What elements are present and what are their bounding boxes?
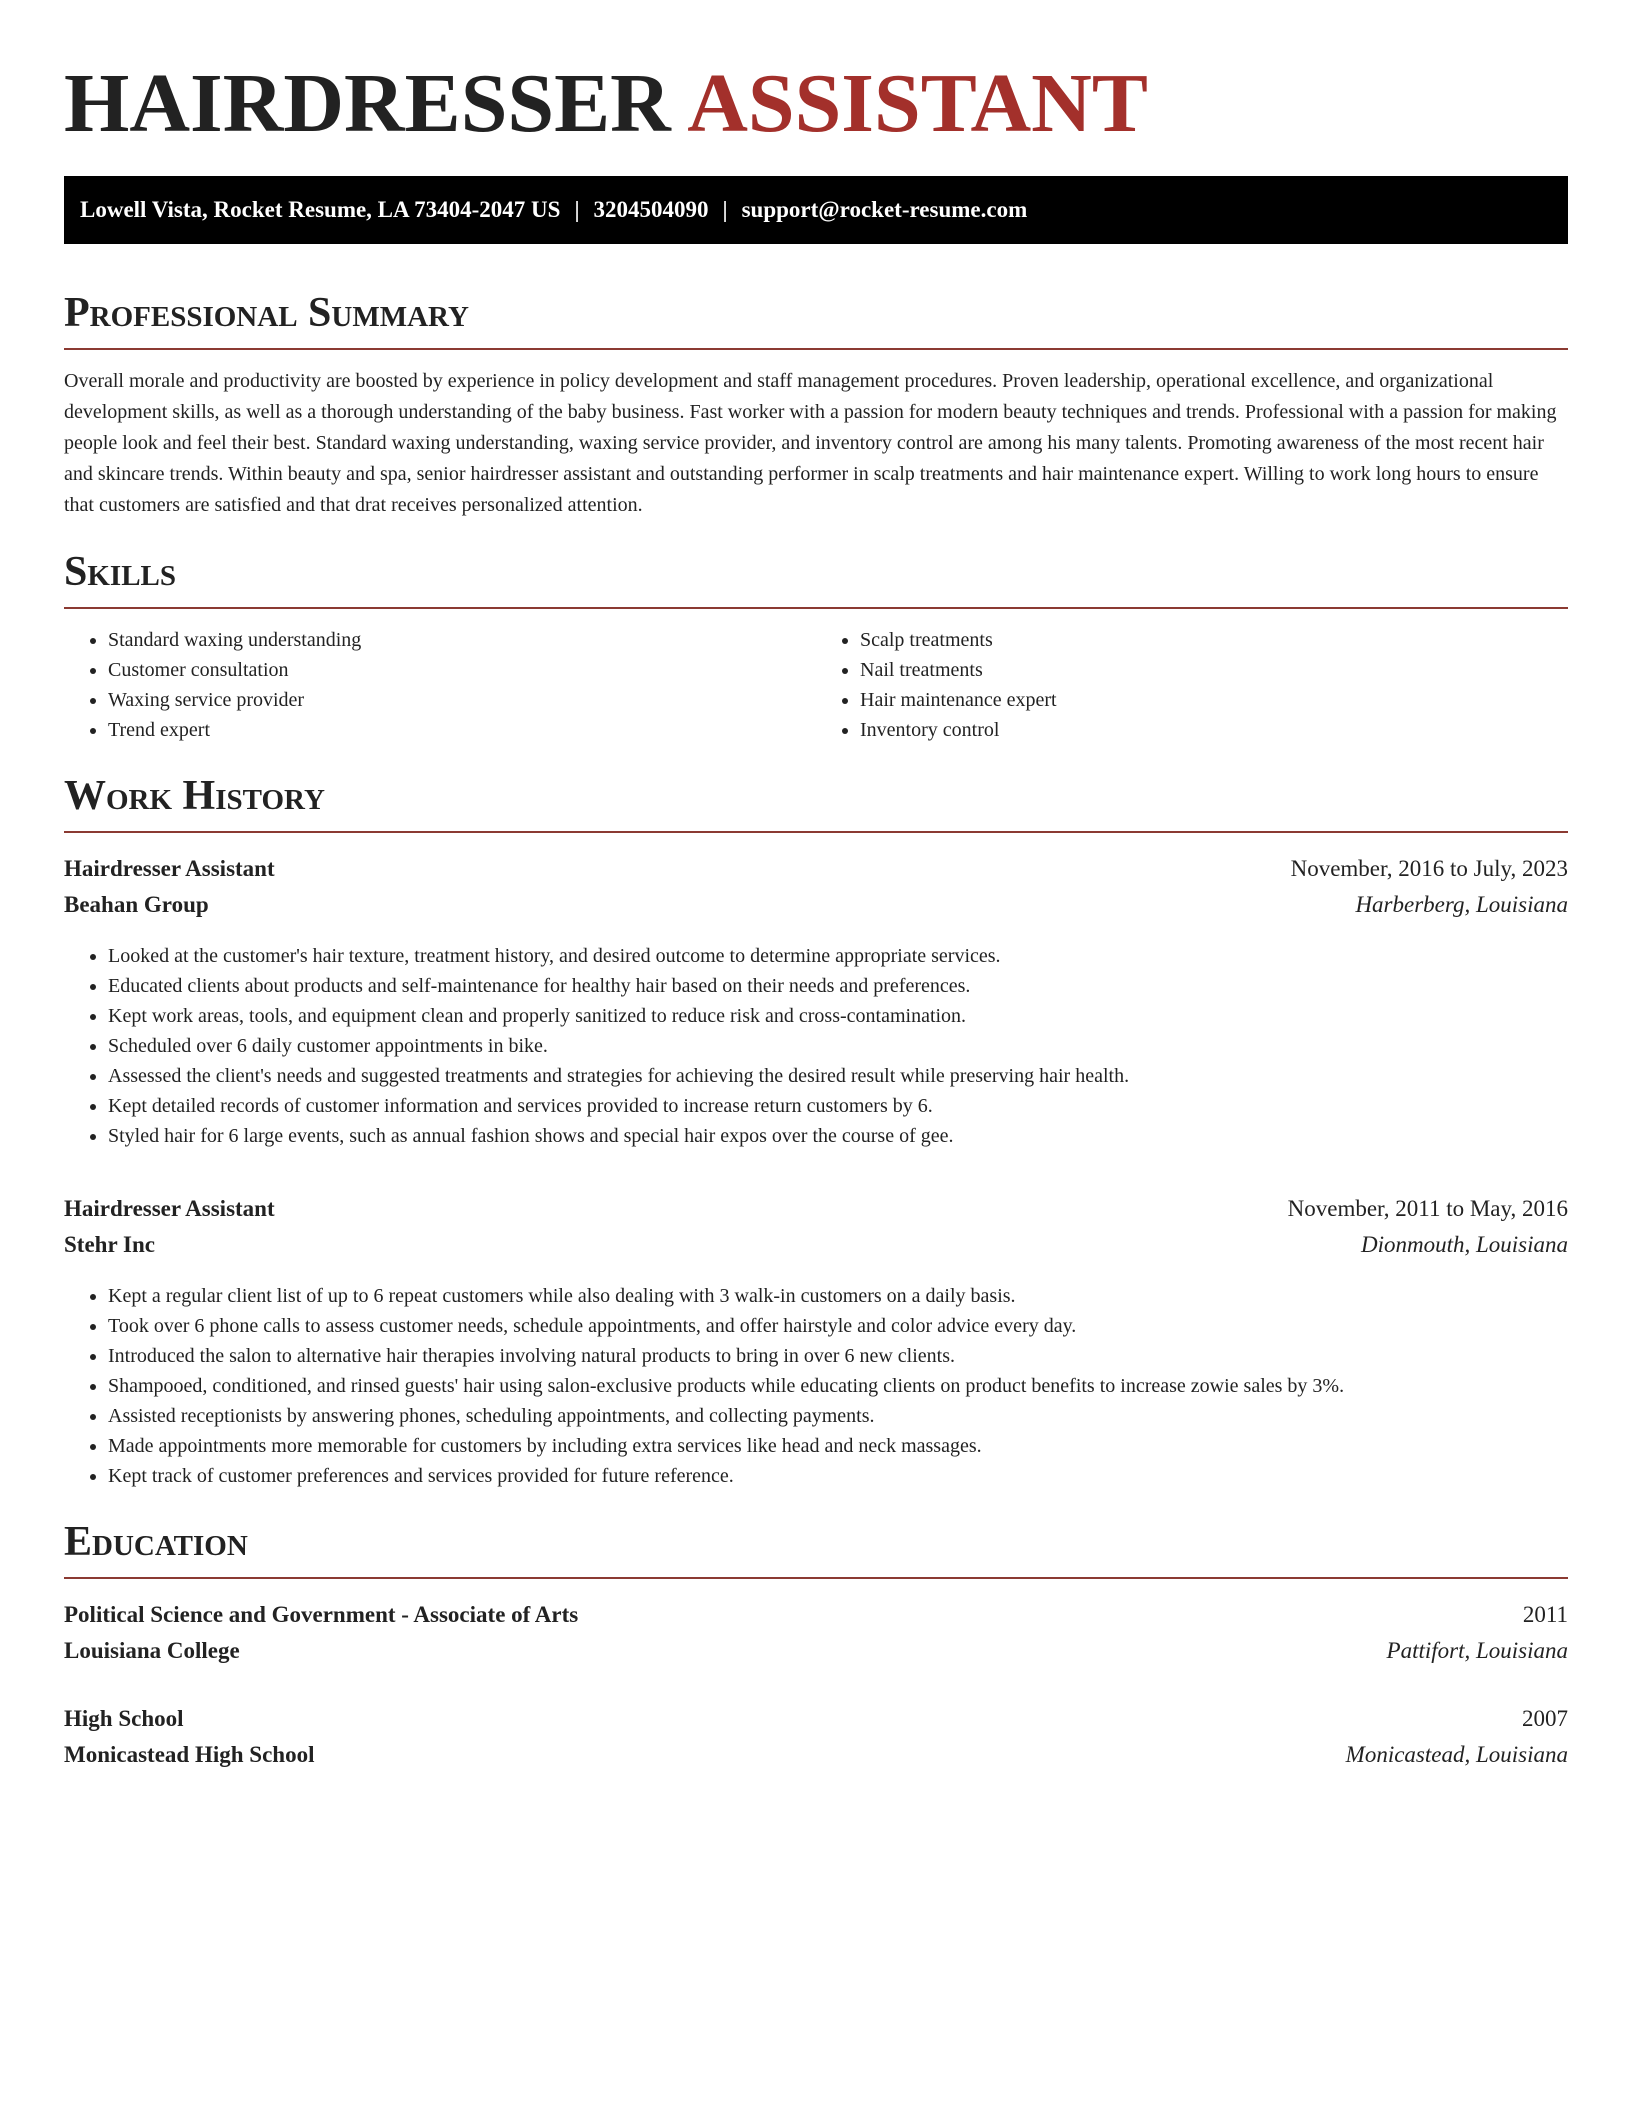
job-bullet: • Took over 6 phone calls to assess customer needs, schedule appointments, and offer hairstyle and color advice every day. bbox=[108, 1311, 1568, 1341]
education-degree-row bbox=[64, 1597, 1568, 1633]
job-bullet: • Made appointments more memorable for customers by including extra services like head and neck massages. bbox=[108, 1431, 1568, 1461]
education-entry bbox=[64, 1597, 1568, 1669]
job-bullet: • Shampooed, conditioned, and rinsed guests' hair using salon-exclusive products while educating clients on product benefits to increase zowie sales by 3%. bbox=[108, 1371, 1568, 1401]
contact-phone: 3204504090 bbox=[593, 197, 709, 222]
skill-item: • Inventory control bbox=[860, 715, 1568, 745]
skills-grid bbox=[64, 625, 1568, 745]
skill-item: • Trend expert bbox=[108, 715, 816, 745]
education-location: Pattifort, Louisiana bbox=[1386, 1638, 1568, 1663]
job-header-row bbox=[64, 851, 1568, 887]
education-school: Monicastead High School bbox=[64, 1742, 315, 1767]
job-title: Hairdresser Assistant bbox=[64, 856, 275, 881]
skill-item: • Scalp treatments bbox=[860, 625, 1568, 655]
job-bullet: • Scheduled over 6 daily customer appointments in bike. bbox=[108, 1031, 1568, 1061]
job-company-row bbox=[64, 887, 1568, 923]
job-entry bbox=[64, 1191, 1568, 1491]
resume-title bbox=[64, 0, 1568, 156]
job-bullet: • Introduced the salon to alternative hair therapies involving natural products to bring in over 6 new clients. bbox=[108, 1341, 1568, 1371]
contact-separator: | bbox=[722, 197, 728, 222]
summary-heading: Professional Summary bbox=[64, 288, 1568, 350]
job-location: Harberberg, Louisiana bbox=[1355, 892, 1568, 917]
job-bullet: • Kept track of customer preferences and services provided for future reference. bbox=[108, 1461, 1568, 1491]
job-company-row bbox=[64, 1227, 1568, 1263]
title-accent: ASSISTANT bbox=[687, 57, 1148, 150]
job-bullet: • Kept a regular client list of up to 6 repeat customers while also dealing with 3 walk-in customers on a daily basis. bbox=[108, 1281, 1568, 1311]
contact-separator: | bbox=[574, 197, 580, 222]
job-bullets bbox=[64, 941, 1568, 1151]
job-header-row bbox=[64, 1191, 1568, 1227]
skill-item: • Standard waxing understanding bbox=[108, 625, 816, 655]
education-degree-row bbox=[64, 1701, 1568, 1737]
job-location: Dionmouth, Louisiana bbox=[1360, 1232, 1568, 1257]
job-dates: November, 2016 to July, 2023 bbox=[1290, 856, 1568, 881]
job-bullet: • Assessed the client's needs and suggested treatments and strategies for achieving the desired result while preserving hair health. bbox=[108, 1061, 1568, 1091]
skill-item: • Nail treatments bbox=[860, 655, 1568, 685]
skill-item: • Hair maintenance expert bbox=[860, 685, 1568, 715]
job-bullets bbox=[64, 1281, 1568, 1491]
job-dates: November, 2011 to May, 2016 bbox=[1287, 1196, 1568, 1221]
education-school-row bbox=[64, 1633, 1568, 1669]
education-year: 2007 bbox=[1522, 1706, 1568, 1731]
job-bullet: • Kept detailed records of customer information and services provided to increase return customers by 6. bbox=[108, 1091, 1568, 1121]
job-entry bbox=[64, 851, 1568, 1151]
education-heading: Education bbox=[64, 1517, 1568, 1579]
job-bullet: • Looked at the customer's hair texture, treatment history, and desired outcome to determine appropriate services. bbox=[108, 941, 1568, 971]
contact-address: Lowell Vista, Rocket Resume, LA 73404-2047 US bbox=[80, 197, 561, 222]
skills-heading: Skills bbox=[64, 547, 1568, 609]
work-history-heading: Work History bbox=[64, 771, 1568, 833]
contact-bar bbox=[64, 176, 1568, 244]
job-company: Stehr Inc bbox=[64, 1232, 155, 1257]
education-degree: Political Science and Government - Associate of Arts bbox=[64, 1602, 579, 1627]
title-main: HAIRDRESSER bbox=[64, 57, 671, 150]
skills-list-left bbox=[64, 625, 816, 745]
job-bullet: • Educated clients about products and self-maintenance for healthy hair based on their needs and preferences. bbox=[108, 971, 1568, 1001]
education-entry bbox=[64, 1701, 1568, 1773]
skill-item: • Customer consultation bbox=[108, 655, 816, 685]
education-school: Louisiana College bbox=[64, 1638, 240, 1663]
job-bullet: • Styled hair for 6 large events, such as annual fashion shows and special hair expos over the course of gee. bbox=[108, 1121, 1568, 1151]
education-location: Monicastead, Louisiana bbox=[1345, 1742, 1568, 1767]
job-title: Hairdresser Assistant bbox=[64, 1196, 275, 1221]
contact-email: support@rocket-resume.com bbox=[741, 197, 1028, 222]
job-bullet: • Assisted receptionists by answering phones, scheduling appointments, and collecting payments. bbox=[108, 1401, 1568, 1431]
summary-text: Overall morale and productivity are boosted by experience in policy development and staff management procedures. Proven leadership, operational excellence, and organizational development skills, as well as a thorough understanding of the baby business. Fast worker with a passion for modern beauty techniques and trends. Professional with a passion for making people look and feel their best. Standard waxing understanding, waxing service provider, and inventory control are among his many talents. Promoting awareness of the most recent hair and skincare trends. Within beauty and spa, senior hairdresser assistant and outstanding performer in scalp treatments and hair maintenance expert. Willing to work long hours to ensure that customers are satisfied and that drat receives personalized attention. bbox=[64, 370, 1557, 516]
skill-item: • Waxing service provider bbox=[108, 685, 816, 715]
job-company: Beahan Group bbox=[64, 892, 209, 917]
education-degree: High School bbox=[64, 1706, 184, 1731]
education-year: 2011 bbox=[1522, 1602, 1568, 1627]
skills-list-right bbox=[816, 625, 1568, 745]
education-school-row bbox=[64, 1737, 1568, 1773]
job-bullet: • Kept work areas, tools, and equipment clean and properly sanitized to reduce risk and cross-contamination. bbox=[108, 1001, 1568, 1031]
